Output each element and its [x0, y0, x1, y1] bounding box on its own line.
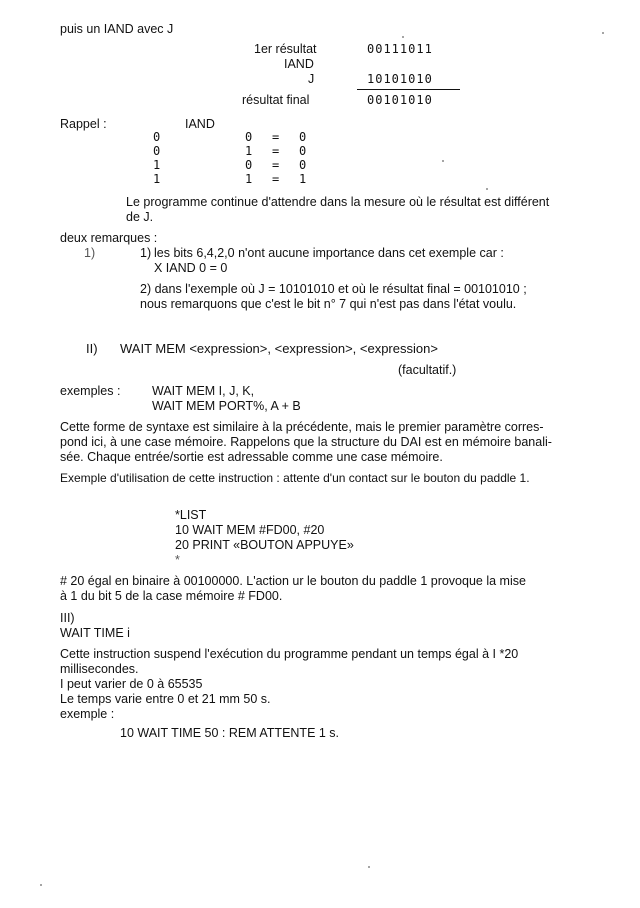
remark-2-line-1: 2) dans l'exemple où J = 10101010 et où le résultat final = 00101010 ; [140, 282, 527, 296]
wait-time-example: 10 WAIT TIME 50 : REM ATTENTE 1 s. [120, 726, 340, 740]
remark-1-formula: X IAND 0 = 0 [154, 261, 228, 275]
section-2-syntax: WAIT MEM <expression>, <expression>, <expression> [120, 341, 438, 356]
scan-speck [486, 188, 488, 190]
truth-table [0, 130, 640, 186]
remark-1-number: 1) [140, 246, 152, 260]
truth-b: 1 [245, 144, 253, 158]
syntax-para-line-1: Cette forme de syntaxe est similaire à la précédente, mais le premier paramètre corres- [60, 420, 544, 434]
truth-a: 1 [153, 172, 161, 186]
final-result-label: résultat final [242, 93, 310, 107]
truth-eq: = [272, 130, 280, 144]
section-3-para-line-1: Cette instruction suspend l'exécution du programme pendant un temps égal à I *20 [60, 647, 519, 661]
listing-prompt: * [175, 553, 180, 567]
truth-result: 1 [299, 172, 307, 186]
truth-eq: = [272, 144, 280, 158]
truth-row [0, 144, 640, 158]
listing-command: *LIST [175, 508, 207, 522]
truth-b: 0 [245, 158, 253, 172]
example-label: exemple : [60, 707, 115, 721]
remark-1-text: les bits 6,4,2,0 n'ont aucune importance dans cet exemple car : [154, 246, 504, 260]
remark-stray-mark: 1) [84, 246, 96, 260]
explain-line-2: à 1 du bit 5 de la case mémoire # FD00. [60, 589, 283, 603]
range-line: I peut varier de 0 à 65535 [60, 677, 203, 691]
intro-text: puis un IAND avec J [60, 22, 174, 36]
continue-line-1: Le programme continue d'attendre dans la mesure où le résultat est différent [126, 195, 550, 209]
remark-2-line-2: nous remarquons que c'est le bit n° 7 qui n'est pas dans l'état voulu. [140, 297, 517, 311]
example-1: WAIT MEM I, J, K, [152, 384, 255, 398]
truth-row [0, 158, 640, 172]
j-label: J [308, 72, 315, 86]
truth-row [0, 130, 640, 144]
truth-eq: = [272, 172, 280, 186]
listing-line-20: 20 PRINT «BOUTON APPUYE» [175, 538, 354, 552]
remarks-heading: deux remarques : [60, 231, 158, 245]
sum-rule [357, 89, 460, 90]
syntax-para-line-3: sée. Chaque entrée/sortie est adressable comme une case mémoire. [60, 450, 443, 464]
listing-line-10: 10 WAIT MEM #FD00, #20 [175, 523, 325, 537]
rappel-label: Rappel : [60, 117, 107, 131]
first-result-label: 1er résultat [254, 42, 317, 56]
truth-eq: = [272, 158, 280, 172]
optional-note: (facultatif.) [398, 363, 457, 377]
truth-a: 0 [153, 144, 161, 158]
first-result-value: 00111011 [367, 42, 433, 56]
example-2: WAIT MEM PORT%, A + B [152, 399, 301, 413]
truth-result: 0 [299, 144, 307, 158]
truth-row [0, 172, 640, 186]
section-3-para-line-2: millisecondes. [60, 662, 139, 676]
time-line: Le temps varie entre 0 et 21 mm 50 s. [60, 692, 271, 706]
continue-line-2: de J. [126, 210, 154, 224]
truth-b: 0 [245, 130, 253, 144]
usage-line: Exemple d'utilisation de cette instruction : attente d'un contact sur le bouton du paddle 1. [60, 471, 530, 485]
truth-result: 0 [299, 158, 307, 172]
truth-b: 1 [245, 172, 253, 186]
section-3-number: III) [60, 611, 75, 625]
examples-label: exemples : [60, 384, 121, 398]
section-2-number: II) [86, 341, 98, 356]
explain-line-1: # 20 égal en binaire à 00100000. L'action ur le bouton du paddle 1 provoque la mise [60, 574, 526, 588]
j-value: 10101010 [367, 72, 433, 86]
scan-speck [368, 866, 370, 868]
truth-a: 0 [153, 130, 161, 144]
section-3-syntax: WAIT TIME i [60, 626, 130, 640]
truth-a: 1 [153, 158, 161, 172]
syntax-para-line-2: pond ici, à une case mémoire. Rappelons que la structure du DAI est en mémoire banali- [60, 435, 552, 449]
scan-speck [40, 884, 42, 886]
scan-speck [442, 160, 444, 162]
scan-speck [602, 32, 604, 34]
final-result-value: 00101010 [367, 93, 433, 107]
iand-operator-label: IAND [284, 57, 314, 71]
truth-result: 0 [299, 130, 307, 144]
scan-speck [402, 36, 404, 38]
rappel-operator: IAND [185, 117, 215, 131]
